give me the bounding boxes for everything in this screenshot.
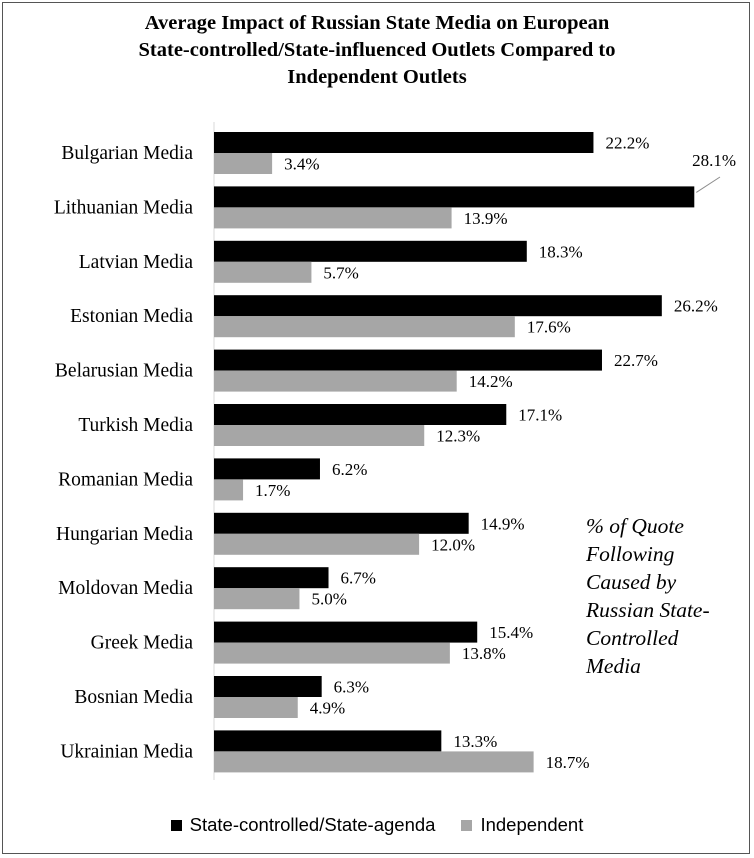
category-label: Belarusian Media <box>54 360 193 382</box>
bar-independent <box>214 207 452 228</box>
legend-label-independent: Independent <box>480 814 584 835</box>
data-label: 22.2% <box>605 133 650 153</box>
category-label: Estonian Media <box>70 306 193 328</box>
legend-label-state: State-controlled/State-agenda <box>189 814 436 835</box>
category-label: Latvian Media <box>78 251 193 273</box>
bar-independent <box>214 371 457 392</box>
category-label: Turkish Media <box>78 415 193 436</box>
chart-title-line-2: State-controlled/State-influenced Outlets Compared to <box>138 39 616 61</box>
bar-independent <box>214 643 450 664</box>
bar-independent <box>214 479 243 500</box>
bar-independent <box>214 425 424 446</box>
data-label: 1.7% <box>255 480 291 500</box>
bar-state-controlled <box>214 132 593 153</box>
bar-independent <box>214 697 298 718</box>
data-label: 6.2% <box>331 459 368 479</box>
bar-state-controlled <box>214 186 694 207</box>
bar-independent <box>214 534 419 555</box>
bar-state-controlled <box>214 350 602 371</box>
data-label: 13.3% <box>453 731 498 751</box>
legend-item-state <box>171 814 436 836</box>
chart-annotation <box>586 512 746 680</box>
bar-state-controlled <box>214 458 320 479</box>
bar-independent <box>214 316 515 337</box>
data-label: 18.7% <box>545 752 590 772</box>
annotation-line-4: Russian State- <box>586 598 710 622</box>
data-label: 4.9% <box>309 698 346 718</box>
bar-state-controlled <box>214 622 477 643</box>
data-label: 13.9% <box>463 208 508 228</box>
bar-independent <box>214 751 534 772</box>
bar-state-controlled <box>214 676 322 697</box>
legend-swatch-state <box>171 820 182 831</box>
annotation-line-2: Following <box>586 542 675 566</box>
data-label: 17.1% <box>518 405 563 425</box>
data-label: 28.1% <box>692 151 736 170</box>
category-label: Hungarian Media <box>56 523 193 545</box>
category-label: Romanian Media <box>58 469 193 491</box>
annotation-line-1: % of Quote <box>586 514 684 538</box>
data-label: 26.2% <box>673 296 718 316</box>
bar-state-controlled <box>214 513 469 534</box>
data-label: 14.2% <box>468 372 513 392</box>
data-label: 14.9% <box>480 514 525 534</box>
data-label: 5.0% <box>311 589 347 609</box>
data-label: 22.7% <box>613 351 658 371</box>
data-label-leader-line <box>696 177 720 192</box>
category-label: Moldovan Media <box>58 578 193 600</box>
data-label: 12.0% <box>431 535 476 555</box>
annotation-line-5: Controlled <box>586 626 679 650</box>
legend-item-independent <box>461 814 583 836</box>
category-label: Bulgarian Media <box>61 143 193 164</box>
data-label: 13.8% <box>461 644 506 664</box>
bar-independent <box>214 153 272 174</box>
chart-title-line-3: Independent Outlets <box>287 66 467 88</box>
bar-state-controlled <box>214 241 527 262</box>
chart-title-line-1: Average Impact of Russian State Media on European <box>144 12 610 34</box>
category-label: Ukrainian Media <box>60 741 193 763</box>
category-label: Greek Media <box>90 632 193 654</box>
legend-swatch-independent <box>461 820 472 831</box>
data-label: 12.3% <box>436 426 481 446</box>
bar-independent <box>214 588 299 609</box>
bar-state-controlled <box>214 567 329 588</box>
bar-independent <box>214 262 311 283</box>
data-label: 3.4% <box>284 154 320 174</box>
bar-state-controlled <box>214 730 441 751</box>
category-label: Bosnian Media <box>74 687 193 708</box>
bar-state-controlled <box>214 295 662 316</box>
data-label: 17.6% <box>526 317 571 337</box>
annotation-line-6: Media <box>586 654 641 678</box>
data-label: 18.3% <box>538 242 583 262</box>
data-label: 5.7% <box>323 263 359 283</box>
data-label: 6.3% <box>333 677 370 697</box>
category-label: Lithuanian Media <box>53 197 193 219</box>
data-label: 15.4% <box>489 623 534 643</box>
data-label: 6.7% <box>340 568 376 588</box>
bar-state-controlled <box>214 404 506 425</box>
annotation-line-3: Caused by <box>586 570 677 594</box>
chart-legend <box>0 810 754 840</box>
